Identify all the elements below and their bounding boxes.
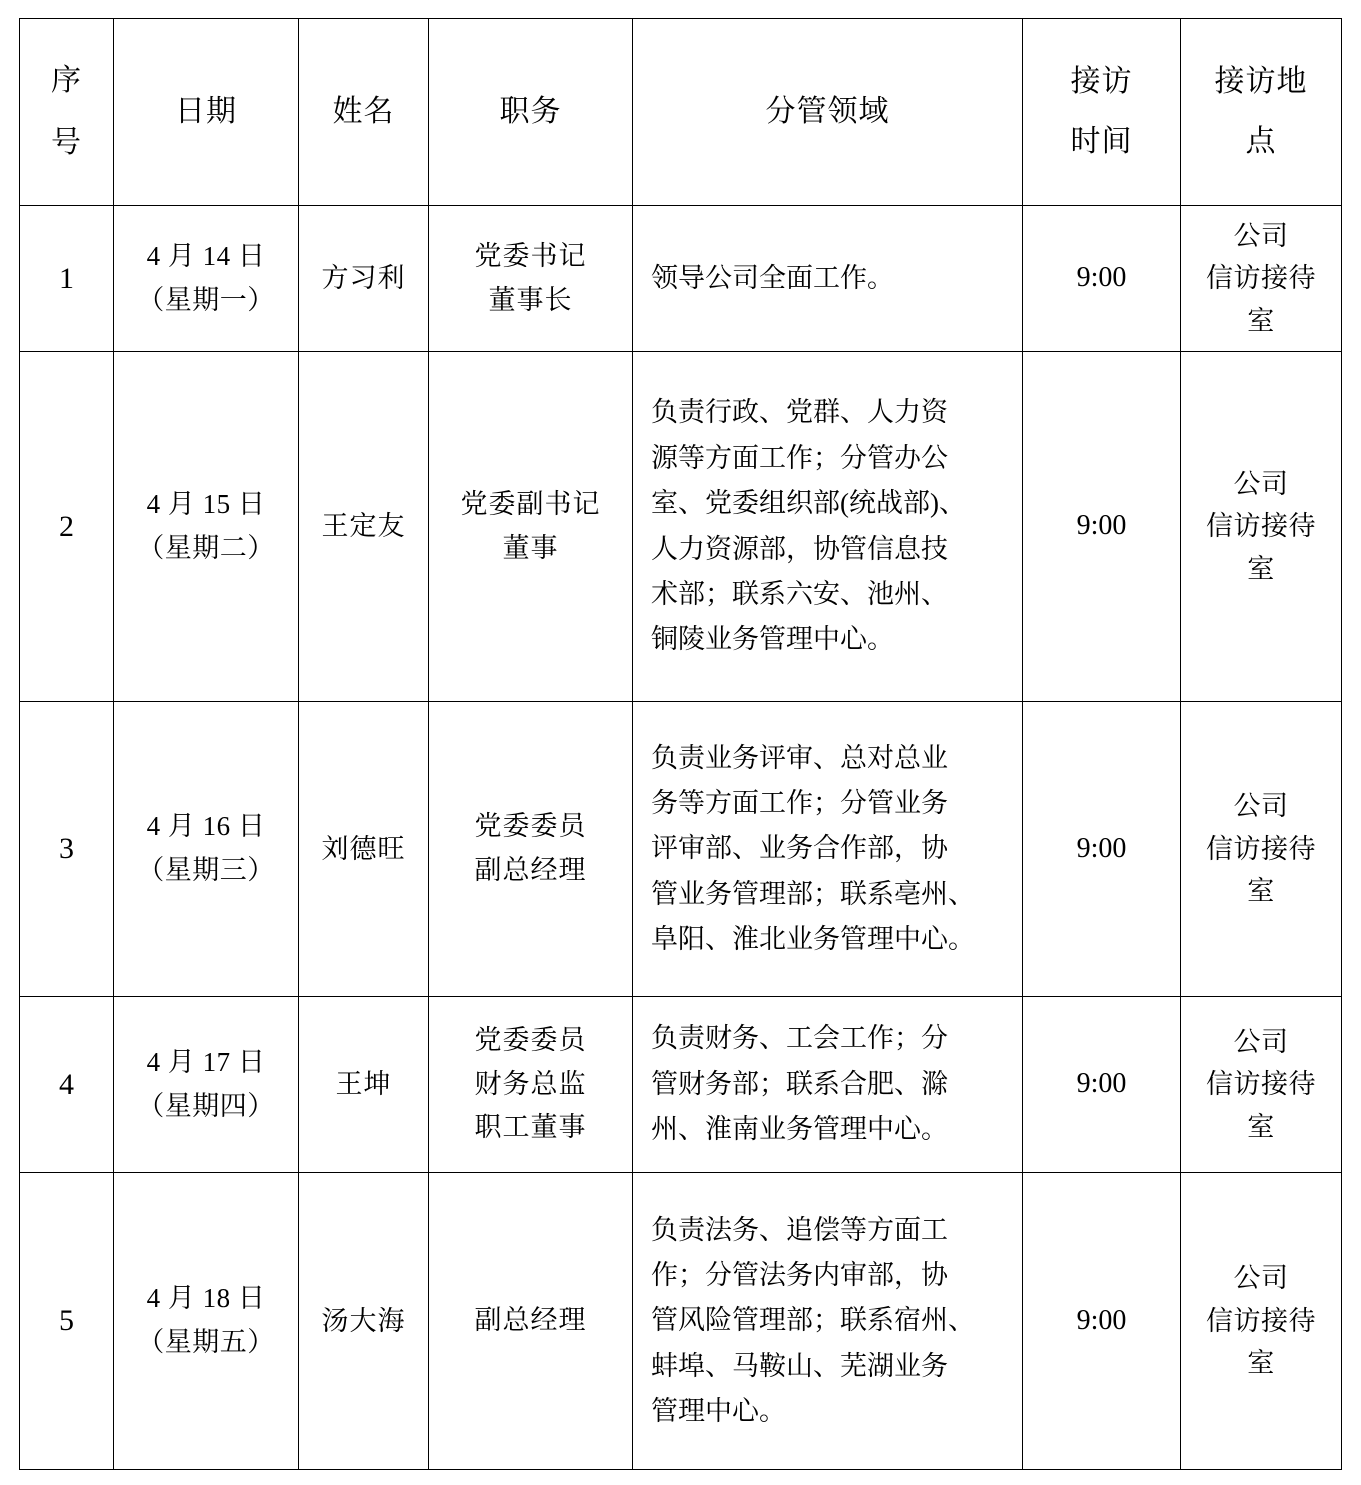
field-line: 管财务部；联系合肥、滁 bbox=[651, 1068, 948, 1099]
cell-date bbox=[114, 702, 299, 997]
field-line: 源等方面工作；分管办公 bbox=[651, 442, 948, 473]
column-header-sequence bbox=[20, 19, 114, 206]
date-line2: （星期五） bbox=[137, 1327, 275, 1357]
position-line1: 党委委员 bbox=[474, 1024, 587, 1055]
column-header-field bbox=[633, 19, 1023, 206]
place-line2: 信访接待 bbox=[1206, 511, 1316, 542]
field-line: 州、淮南业务管理中心。 bbox=[651, 1114, 948, 1145]
header-position-label: 职务 bbox=[499, 95, 562, 128]
cell-place bbox=[1181, 1173, 1342, 1470]
place-line2: 信访接待 bbox=[1206, 1069, 1316, 1100]
table-row bbox=[20, 997, 1342, 1173]
place-line3: 室 bbox=[1247, 305, 1275, 336]
cell-position bbox=[429, 206, 633, 352]
position-line1: 副总经理 bbox=[474, 1305, 587, 1336]
column-header-position bbox=[429, 19, 633, 206]
header-field-label: 分管领域 bbox=[765, 95, 890, 128]
cell-position bbox=[429, 997, 633, 1173]
cell-date bbox=[114, 352, 299, 702]
cell-position bbox=[429, 702, 633, 997]
header-time-line2: 时间 bbox=[1070, 125, 1133, 158]
cell-name: 方习利 bbox=[299, 206, 429, 352]
cell-sequence: 1 bbox=[20, 206, 114, 352]
cell-time: 9:00 bbox=[1023, 352, 1181, 702]
header-sequence-line1: 序 bbox=[51, 64, 82, 97]
field-line: 作；分管法务内审部，协 bbox=[651, 1259, 948, 1290]
place-line2: 信访接待 bbox=[1206, 263, 1316, 294]
cell-sequence: 2 bbox=[20, 352, 114, 702]
header-time-line1: 接访 bbox=[1070, 65, 1133, 98]
cell-name: 刘德旺 bbox=[299, 702, 429, 997]
reception-schedule-table bbox=[19, 18, 1342, 1470]
cell-place bbox=[1181, 997, 1342, 1173]
cell-place bbox=[1181, 352, 1342, 702]
column-header-name bbox=[299, 19, 429, 206]
place-line2: 信访接待 bbox=[1206, 1305, 1316, 1336]
place-line2: 信访接待 bbox=[1206, 833, 1316, 864]
cell-position bbox=[429, 1173, 633, 1470]
column-header-date bbox=[114, 19, 299, 206]
place-line3: 室 bbox=[1247, 553, 1275, 584]
field-line: 负责法务、追偿等方面工 bbox=[651, 1214, 948, 1245]
field-line: 领导公司全面工作。 bbox=[651, 262, 894, 293]
table-row bbox=[20, 206, 1342, 352]
place-line1: 公司 bbox=[1233, 791, 1289, 822]
cell-field bbox=[633, 1173, 1023, 1470]
field-line: 管理中心。 bbox=[651, 1396, 786, 1427]
place-line3: 室 bbox=[1247, 876, 1275, 907]
place-line1: 公司 bbox=[1233, 468, 1289, 499]
position-line2: 董事 bbox=[502, 532, 559, 563]
date-line2: （星期二） bbox=[137, 532, 275, 563]
field-line: 管风险管理部；联系宿州、 bbox=[651, 1305, 975, 1336]
cell-place bbox=[1181, 206, 1342, 352]
cell-date bbox=[114, 1173, 299, 1470]
cell-name: 王坤 bbox=[299, 997, 429, 1173]
date-line1: 4 月 16 日 bbox=[146, 811, 266, 842]
position-line2: 财务总监 bbox=[474, 1068, 587, 1099]
field-line: 阜阳、淮北业务管理中心。 bbox=[651, 924, 975, 955]
cell-name: 王定友 bbox=[299, 352, 429, 702]
field-line: 负责财务、工会工作；分 bbox=[651, 1023, 948, 1054]
column-header-place bbox=[1181, 19, 1342, 206]
cell-time: 9:00 bbox=[1023, 997, 1181, 1173]
position-line2: 副总经理 bbox=[474, 855, 587, 885]
field-line: 管业务管理部；联系亳州、 bbox=[651, 878, 975, 909]
position-line1: 党委委员 bbox=[474, 811, 587, 842]
header-row bbox=[20, 19, 1342, 206]
field-line: 负责行政、党群、人力资 bbox=[651, 397, 948, 428]
field-line: 务等方面工作；分管业务 bbox=[651, 787, 948, 818]
header-place-line1: 接访地 bbox=[1214, 65, 1308, 98]
cell-time: 9:00 bbox=[1023, 1173, 1181, 1470]
header-place-line2: 点 bbox=[1245, 125, 1277, 158]
place-line1: 公司 bbox=[1233, 1026, 1289, 1057]
cell-field bbox=[633, 702, 1023, 997]
cell-date bbox=[114, 997, 299, 1173]
header-sequence-line2: 号 bbox=[51, 126, 82, 159]
cell-position bbox=[429, 352, 633, 702]
field-line: 术部；联系六安、池州、 bbox=[651, 578, 948, 609]
place-line3: 室 bbox=[1247, 1348, 1275, 1379]
cell-place bbox=[1181, 702, 1342, 997]
position-line1: 党委书记 bbox=[474, 240, 587, 271]
field-line: 负责业务评审、总对总业 bbox=[651, 742, 948, 773]
cell-sequence: 3 bbox=[20, 702, 114, 997]
place-line1: 公司 bbox=[1233, 1263, 1289, 1294]
cell-date bbox=[114, 206, 299, 352]
cell-field bbox=[633, 206, 1023, 352]
field-line: 铜陵业务管理中心。 bbox=[651, 624, 894, 655]
table-row bbox=[20, 352, 1342, 702]
position-line3: 职工董事 bbox=[474, 1112, 587, 1143]
header-date-label: 日期 bbox=[175, 95, 237, 128]
date-line2: （星期一） bbox=[137, 284, 275, 315]
column-header-time bbox=[1023, 19, 1181, 206]
date-line2: （星期四） bbox=[137, 1090, 275, 1121]
cell-time: 9:00 bbox=[1023, 206, 1181, 352]
field-line: 室、党委组织部(统战部)、 bbox=[651, 488, 966, 519]
position-line1: 党委副书记 bbox=[460, 488, 601, 519]
table-row bbox=[20, 1173, 1342, 1470]
cell-sequence: 5 bbox=[20, 1173, 114, 1470]
cell-sequence: 4 bbox=[20, 997, 114, 1173]
position-line2: 董事长 bbox=[488, 284, 573, 315]
cell-name: 汤大海 bbox=[299, 1173, 429, 1470]
place-line3: 室 bbox=[1247, 1111, 1275, 1142]
date-line1: 4 月 18 日 bbox=[146, 1283, 266, 1314]
date-line1: 4 月 17 日 bbox=[146, 1046, 266, 1077]
cell-time: 9:00 bbox=[1023, 702, 1181, 997]
date-line1: 4 月 14 日 bbox=[146, 240, 266, 271]
date-line1: 4 月 15 日 bbox=[146, 488, 266, 519]
cell-field bbox=[633, 997, 1023, 1173]
field-line: 蚌埠、马鞍山、芜湖业务 bbox=[651, 1350, 948, 1381]
table-header bbox=[20, 19, 1342, 206]
cell-field bbox=[633, 352, 1023, 702]
date-line2: （星期三） bbox=[137, 855, 275, 885]
header-name-label: 姓名 bbox=[332, 95, 395, 128]
place-line1: 公司 bbox=[1233, 220, 1289, 251]
field-line: 评审部、业务合作部，协 bbox=[651, 833, 948, 864]
table-row bbox=[20, 702, 1342, 997]
table-body bbox=[20, 206, 1342, 1470]
field-line: 人力资源部，协管信息技 bbox=[651, 533, 948, 564]
